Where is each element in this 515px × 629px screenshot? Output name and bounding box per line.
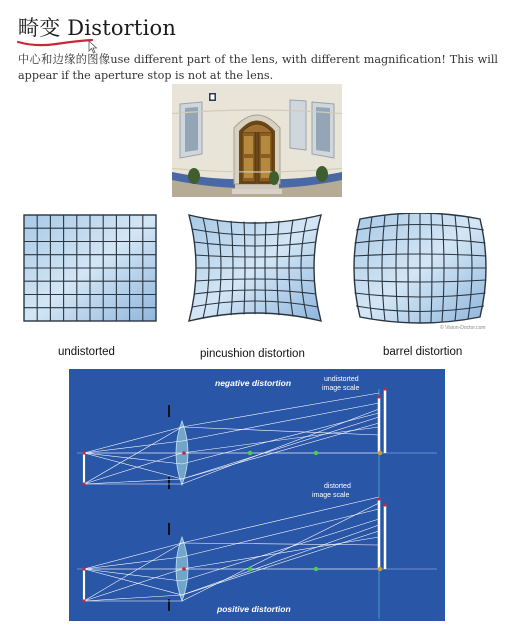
- caption-undistorted: undistorted: [58, 346, 115, 358]
- pincushion-grid: [187, 213, 323, 323]
- distorted-scale-line2: image scale: [312, 492, 350, 499]
- handwritten-underline: [16, 36, 96, 48]
- label-negative: negative distortion: [215, 378, 292, 388]
- building-photo: [172, 84, 342, 197]
- barrel-grid: [352, 213, 490, 331]
- body-paragraph: 中心和边缘的图像use different part of the lens, with different magnification! This will appear if the aperture stop is not at the lens.: [18, 53, 498, 82]
- caption-barrel: barrel distortion: [383, 346, 463, 358]
- page-title: 畸变 Distortion: [18, 16, 177, 40]
- undistorted-scale-line1: undistorted: [324, 376, 359, 383]
- label-positive: positive distortion: [217, 604, 291, 614]
- distorted-scale-line1: distorted: [324, 483, 351, 490]
- distortion-diagram: [69, 369, 445, 621]
- undistorted-scale-line2: image scale: [322, 385, 360, 392]
- undistorted-grid: [22, 213, 158, 323]
- caption-pincushion: pincushion distortion: [200, 348, 305, 360]
- credit-text: © Vision-Doctor.com: [440, 325, 486, 331]
